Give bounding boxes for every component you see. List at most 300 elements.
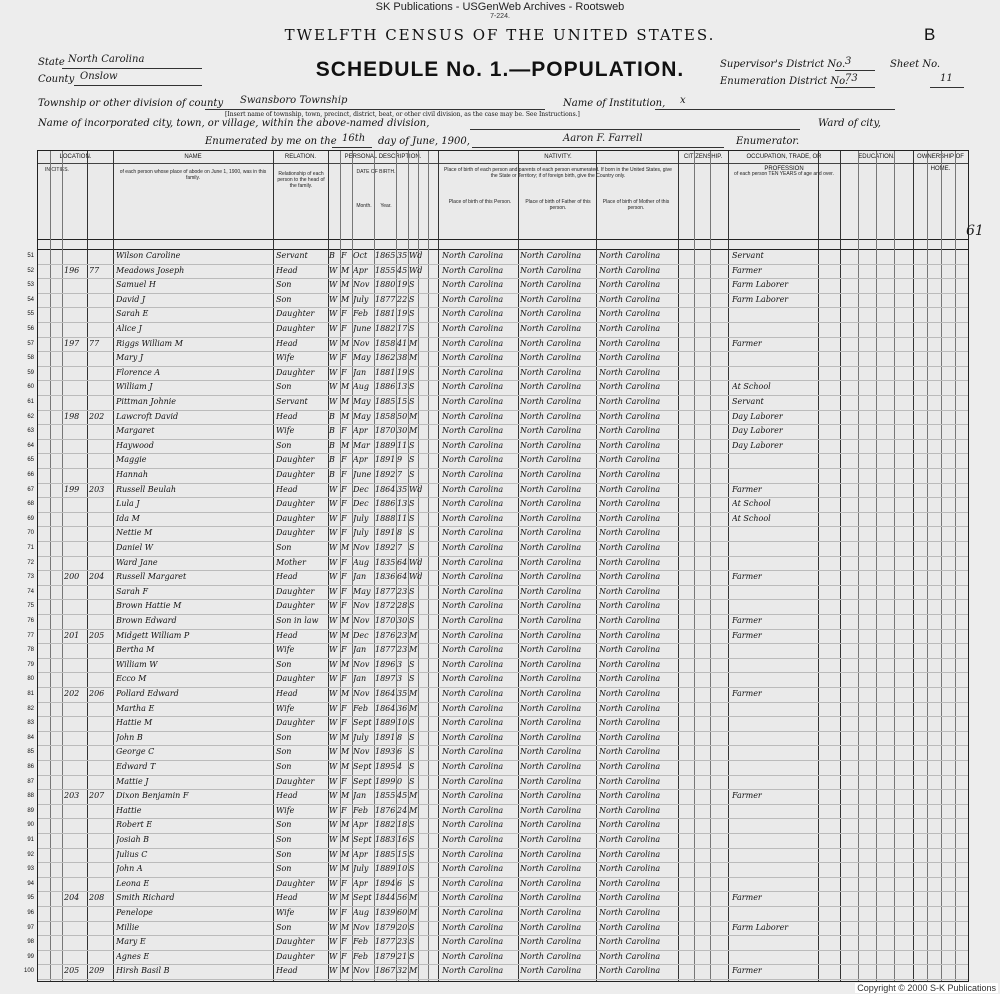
birth-month: Jan: [353, 367, 367, 377]
marital-status: M: [409, 703, 418, 713]
table-row: [27, 745, 968, 761]
sex: F: [341, 309, 347, 319]
occupation: At School: [732, 499, 771, 509]
birth-year: 1870: [375, 426, 396, 436]
name-header: of each person whose place of abode on June 1, 1900, was in this family.: [119, 169, 267, 181]
birthplace-person: North Carolina: [442, 251, 504, 260]
birth-year: 1870: [375, 616, 396, 625]
sex: F: [341, 586, 347, 596]
table-row: [27, 760, 968, 776]
color-race: W: [329, 630, 338, 640]
table-row: [27, 278, 968, 294]
age: 19: [397, 367, 408, 377]
table-row: [27, 585, 968, 601]
age: 3: [397, 659, 403, 669]
occupation: Servant: [732, 251, 764, 260]
birth-mother-label: Place of birth of Mother of this person.: [602, 199, 670, 211]
occupation: [732, 745, 818, 759]
birthplace-person: North Carolina: [442, 470, 504, 479]
birth-year: 1891: [375, 528, 396, 538]
relation: Son: [276, 732, 292, 742]
table-row: [27, 804, 968, 820]
table-header: [38, 151, 968, 240]
relation: Daughter: [276, 528, 315, 538]
age: 36: [397, 703, 408, 713]
line-number: 74: [27, 588, 34, 595]
birth-month: Nov: [353, 338, 370, 348]
birth-year: 1877: [375, 645, 396, 655]
birthplace-mother: North Carolina: [599, 645, 661, 655]
birth-year: 1844: [375, 893, 396, 903]
birth-year: 1876: [375, 805, 396, 815]
person-name: Riggs William M: [116, 338, 183, 348]
birth-year: 1881: [375, 309, 396, 319]
person-name: Daniel W: [116, 543, 153, 552]
birthplace-person: North Carolina: [442, 732, 504, 742]
birth-month: May: [353, 411, 371, 421]
birth-month: Dec: [353, 499, 369, 509]
sex: F: [341, 878, 347, 888]
birth-year: 1858: [375, 338, 396, 348]
marital-status: S: [409, 309, 415, 319]
family-number: [89, 716, 113, 730]
table-row: [27, 322, 968, 338]
marital-status: Wd: [409, 557, 423, 567]
birth-month: Sept: [353, 835, 372, 844]
color-race: W: [329, 382, 338, 392]
color-race: W: [329, 543, 338, 552]
birth-year: 1892: [375, 543, 396, 552]
birth-year: 1865: [375, 251, 396, 260]
birthplace-father: North Carolina: [520, 805, 582, 815]
birthplace-person: North Carolina: [442, 908, 504, 917]
sheet-letter: B: [924, 25, 936, 44]
in-cities-label: IN CITIES.: [45, 167, 69, 173]
county-label: County: [38, 74, 75, 85]
color-race: W: [329, 280, 338, 290]
line-number: 65: [27, 457, 34, 464]
birthplace-mother: North Carolina: [599, 878, 661, 888]
marital-status: S: [409, 732, 415, 742]
line-number: 52: [27, 267, 34, 274]
age: 6: [397, 747, 403, 757]
birth-month: Nov: [353, 966, 370, 976]
person-name: Hirsh Basil B: [116, 966, 170, 976]
occupation: [732, 322, 818, 336]
birthplace-person: North Carolina: [442, 703, 504, 713]
township-note: [Insert name of township, town, precinct, district, beat, or other civil division, as the case may be. See Instructions.]: [225, 111, 580, 118]
family-number: [89, 702, 113, 716]
month-label: Month.: [356, 203, 372, 209]
age: 18: [397, 820, 408, 830]
sex: M: [341, 849, 350, 859]
dwelling-number: 196: [64, 265, 80, 275]
person-name: Pollard Edward: [116, 689, 179, 698]
family-number: [89, 804, 113, 818]
table-row: [27, 380, 968, 396]
marital-status: S: [409, 864, 415, 874]
relation: Daughter: [276, 601, 315, 611]
birthplace-mother: North Carolina: [599, 922, 661, 932]
line-number: 55: [27, 311, 34, 318]
group-citizenship: CITIZENSHIP.: [678, 151, 728, 164]
marital-status: M: [409, 966, 418, 976]
marital-status: S: [409, 280, 415, 290]
line-number: 92: [27, 851, 34, 858]
marital-status: S: [409, 762, 415, 771]
birthplace-person: North Carolina: [442, 674, 504, 684]
birth-year: 1835: [375, 557, 396, 567]
dwelling-number: 202: [64, 689, 80, 698]
relation: Daughter: [276, 951, 315, 961]
line-number: 98: [27, 939, 34, 946]
birth-year: 1883: [375, 835, 396, 844]
relation: Son: [276, 762, 292, 771]
relation: Daughter: [276, 513, 315, 523]
birthplace-father: North Carolina: [520, 864, 582, 874]
occupation: Farmer: [732, 966, 762, 976]
birth-month: June: [353, 324, 372, 333]
dwelling-number: [64, 439, 87, 453]
sex: F: [341, 572, 347, 582]
family-number: [89, 512, 113, 526]
sex: F: [341, 718, 347, 728]
birth-year: 1880: [375, 280, 396, 290]
occupation: [732, 833, 818, 847]
birth-month: Dec: [353, 630, 369, 640]
table-row: [27, 935, 968, 951]
birthplace-father: North Carolina: [520, 732, 582, 742]
birth-year: 1877: [375, 586, 396, 596]
birthplace-mother: North Carolina: [599, 820, 661, 830]
sex: M: [341, 732, 350, 742]
line-number: 97: [27, 924, 34, 931]
birthplace-father: North Carolina: [520, 762, 582, 771]
family-number: 205: [89, 630, 105, 640]
sex: F: [341, 251, 347, 260]
enumeration-label: Enumeration District No.: [720, 76, 849, 87]
birthplace-person: North Carolina: [442, 689, 504, 698]
birthplace-mother: North Carolina: [599, 908, 661, 917]
family-number: [89, 526, 113, 540]
birthplace-person: North Carolina: [442, 543, 504, 552]
birth-year: 1882: [375, 820, 396, 830]
dwelling-number: [64, 497, 87, 511]
marital-status: M: [409, 353, 418, 363]
color-race: W: [329, 908, 338, 917]
birth-year: 1836: [375, 572, 396, 582]
table-row: [27, 643, 968, 659]
sex: M: [341, 440, 350, 450]
line-number: 80: [27, 676, 34, 683]
family-number: [89, 745, 113, 759]
relation: Head: [276, 966, 298, 976]
age: 15: [397, 849, 408, 859]
marital-status: S: [409, 513, 415, 523]
relation: Son: [276, 849, 292, 859]
family-number: [89, 950, 113, 964]
occupation: Farmer: [732, 572, 762, 582]
age: 15: [397, 397, 408, 406]
birth-month: Nov: [353, 280, 370, 290]
person-name: Sarah F: [116, 586, 149, 596]
birthplace-person: North Carolina: [442, 309, 504, 319]
family-number: [89, 366, 113, 380]
line-number: 76: [27, 618, 34, 624]
margin-note: 61: [966, 223, 984, 239]
family-number: [89, 862, 113, 876]
birthplace-father: North Carolina: [520, 455, 582, 465]
sex: M: [341, 791, 350, 801]
birthplace-father: North Carolina: [520, 353, 582, 363]
sex: F: [341, 908, 347, 917]
person-name: Ward Jane: [116, 557, 158, 567]
line-number: 91: [27, 837, 34, 843]
person-name: Agnes E: [116, 951, 150, 961]
birthplace-person: North Carolina: [442, 937, 504, 947]
line-number: 89: [27, 807, 34, 814]
table-row: [27, 862, 968, 878]
birth-month: Sept: [353, 718, 372, 728]
sex: M: [341, 893, 350, 903]
line-number: 63: [27, 428, 34, 435]
birthplace-person: North Carolina: [442, 499, 504, 509]
birthplace-person: North Carolina: [442, 630, 504, 640]
birthplace-mother: North Carolina: [599, 776, 661, 786]
birth-month: Aug: [353, 557, 370, 567]
family-number: [89, 322, 113, 336]
birthplace-father: North Carolina: [520, 820, 582, 830]
family-number: [89, 818, 113, 832]
dwelling-number: [64, 658, 87, 672]
occupation: [732, 818, 818, 832]
family-number: 204: [89, 572, 105, 582]
family-number: 209: [89, 966, 105, 976]
sex: M: [341, 835, 350, 844]
table-row: [27, 906, 968, 922]
birthplace-mother: North Carolina: [599, 762, 661, 771]
family-number: [89, 453, 113, 467]
table-row: [27, 702, 968, 718]
occupation: Day Laborer: [732, 411, 783, 421]
occupation: [732, 760, 818, 774]
group-relation: RELATION.: [273, 151, 328, 164]
line-number: 72: [27, 559, 34, 566]
marital-status: S: [409, 382, 415, 392]
birth-year: 1886: [375, 499, 396, 509]
family-number: [89, 643, 113, 657]
marital-status: S: [409, 586, 415, 596]
birthplace-father: North Carolina: [520, 513, 582, 523]
birth-month: July: [353, 528, 369, 538]
dwelling-number: 200: [64, 572, 80, 582]
relation: Wife: [276, 805, 295, 815]
birthplace-father: North Carolina: [520, 572, 582, 582]
birthplace-person: North Carolina: [442, 878, 504, 888]
relation: Head: [276, 791, 298, 801]
birthplace-person: North Carolina: [442, 324, 504, 333]
age: 45: [397, 791, 408, 801]
marital-status: S: [409, 776, 415, 786]
birthplace-person: North Carolina: [442, 659, 504, 669]
person-name: Mattie J: [116, 776, 149, 786]
color-race: W: [329, 353, 338, 363]
birthplace-header: Place of birth of each person and parents of each person enumerated. If born in the United States, give the State or Territory; if of foreign birth, give the Country only.: [444, 167, 672, 179]
birthplace-mother: North Carolina: [599, 966, 661, 976]
birthplace-person: North Carolina: [442, 601, 504, 611]
birth-year: 1877: [375, 294, 396, 304]
birthplace-mother: North Carolina: [599, 367, 661, 377]
occupation: [732, 716, 818, 730]
marital-status: S: [409, 937, 415, 947]
birthplace-mother: North Carolina: [599, 659, 661, 669]
line-number: 57: [27, 340, 34, 347]
birthplace-mother: North Carolina: [599, 353, 661, 363]
township-value: Swansboro Township: [240, 95, 348, 106]
relation: Daughter: [276, 674, 315, 684]
table-row: [27, 891, 968, 907]
relation: Head: [276, 893, 298, 903]
person-name: Russell Margaret: [116, 572, 187, 582]
color-race: W: [329, 805, 338, 815]
birthplace-mother: North Carolina: [599, 718, 661, 728]
state-label: State: [38, 57, 65, 68]
birthplace-mother: North Carolina: [599, 630, 661, 640]
color-race: W: [329, 294, 338, 304]
sex: M: [341, 294, 350, 304]
birthplace-mother: North Carolina: [599, 791, 661, 801]
birth-year: 1892: [375, 470, 396, 479]
table-row: [27, 453, 968, 469]
supervisor-label: Supervisor's District No.: [720, 59, 846, 70]
relation: Daughter: [276, 367, 315, 377]
relation: Wife: [276, 645, 295, 655]
city-label: Name of incorporated city, town, or village, within the above-named division,: [38, 118, 430, 129]
age: 19: [397, 280, 408, 290]
dwelling-number: [64, 672, 87, 686]
sex: M: [341, 922, 350, 932]
dwelling-number: 199: [64, 484, 80, 494]
birthplace-father: North Carolina: [520, 338, 582, 348]
table-row: [27, 264, 968, 280]
sex: M: [341, 265, 350, 275]
birth-month: Apr: [353, 820, 368, 830]
birthplace-father: North Carolina: [520, 557, 582, 567]
sex: F: [341, 367, 347, 377]
family-number: [89, 351, 113, 365]
birthplace-father: North Carolina: [520, 382, 582, 392]
birthplace-father: North Carolina: [520, 747, 582, 757]
line-number: 81: [27, 691, 34, 697]
age: 30: [397, 616, 408, 625]
table-row: [27, 512, 968, 528]
color-race: W: [329, 864, 338, 874]
relation: Son: [276, 280, 292, 290]
birthplace-father: North Carolina: [520, 265, 582, 275]
color-race: W: [329, 586, 338, 596]
color-race: W: [329, 674, 338, 684]
birthplace-person: North Carolina: [442, 805, 504, 815]
dwelling-number: [64, 935, 87, 949]
institution-label: Name of Institution,: [563, 98, 666, 109]
birth-year: 1889: [375, 864, 396, 874]
table-row: [27, 293, 968, 309]
occupation: Day Laborer: [732, 426, 783, 436]
person-name: Sarah E: [116, 309, 149, 319]
person-name: Hannah: [116, 470, 148, 479]
person-name: Brown Hattie M: [116, 601, 182, 611]
relation: Daughter: [276, 718, 315, 728]
dwelling-number: [64, 541, 87, 555]
birth-month: Nov: [353, 747, 370, 757]
line-number: 51: [27, 253, 34, 259]
birthplace-mother: North Carolina: [599, 586, 661, 596]
enumerated-day: 16th: [342, 133, 366, 144]
family-number: [89, 672, 113, 686]
sex: M: [341, 966, 350, 976]
birth-month: Feb: [353, 937, 368, 947]
relation: Daughter: [276, 455, 315, 465]
age: 7: [397, 543, 403, 552]
age: 35: [397, 484, 408, 494]
color-race: W: [329, 513, 338, 523]
age: 35: [397, 251, 408, 260]
occupation: [732, 935, 818, 949]
marital-status: M: [409, 338, 418, 348]
birthplace-person: North Carolina: [442, 776, 504, 786]
age: 0: [397, 776, 403, 786]
sex: M: [341, 411, 350, 421]
family-number: [89, 848, 113, 862]
birth-month: Feb: [353, 703, 368, 713]
birthplace-mother: North Carolina: [599, 411, 661, 421]
color-race: B: [329, 455, 335, 465]
occupation: [732, 848, 818, 862]
birth-month: Feb: [353, 309, 368, 319]
relation: Daughter: [276, 324, 315, 333]
occupation: [732, 672, 818, 686]
person-name: Nettie M: [116, 528, 153, 538]
occupation: [732, 862, 818, 876]
birthplace-person: North Carolina: [442, 338, 504, 348]
birthplace-mother: North Carolina: [599, 747, 661, 757]
color-race: W: [329, 397, 338, 406]
sex: F: [341, 703, 347, 713]
color-race: W: [329, 922, 338, 932]
line-number: 71: [27, 545, 34, 551]
person-name: Penelope: [116, 908, 153, 917]
family-number: [89, 585, 113, 599]
birth-month: Sept: [353, 893, 372, 903]
table-row: [27, 731, 968, 747]
birth-year: 1879: [375, 922, 396, 932]
occupation: [732, 804, 818, 818]
line-number: 70: [27, 530, 34, 537]
dwelling-number: [64, 278, 87, 292]
birthplace-person: North Carolina: [442, 528, 504, 538]
color-race: W: [329, 835, 338, 844]
line-number: 86: [27, 764, 34, 770]
family-number: [89, 249, 113, 263]
line-number: 90: [27, 822, 34, 829]
table-row: [27, 658, 968, 674]
family-number: [89, 278, 113, 292]
person-name: Martha E: [116, 703, 155, 713]
age: 64: [397, 557, 408, 567]
table-row: [27, 439, 968, 455]
birthplace-father: North Carolina: [520, 499, 582, 509]
marital-status: S: [409, 747, 415, 757]
